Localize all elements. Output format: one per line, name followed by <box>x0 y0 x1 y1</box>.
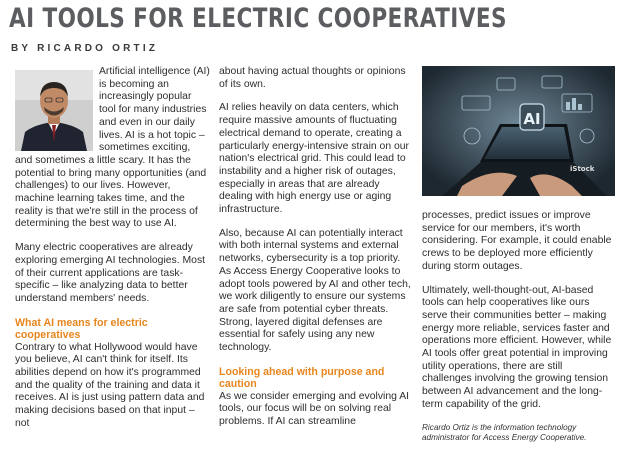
section-heading-ai-cooperatives: What AI means for electric cooperatives <box>15 316 148 342</box>
screen-ai-label: AI <box>523 110 541 128</box>
paragraph-cooperatives: Many electric cooperatives are already exploring emerging AI technologies. Most of their current applications are task-specific – like analyzing data to better understand members' needs. <box>15 242 206 304</box>
ai-laptop-illustration <box>422 66 615 196</box>
author-credit: Ricardo Ortiz is the information technology administrator for Access Energy Cooperative. <box>422 422 587 442</box>
paragraph-hollywood: Contrary to what Hollywood would have you believe, AI can't think for itself. Its abilities depend on how it's programmed and the quality of the training and data it receives. AI is just using pattern data and making decisions based on that input – not <box>15 341 205 429</box>
column-2 <box>219 66 412 440</box>
author-photo <box>15 70 93 151</box>
stock-watermark: iStock <box>570 165 595 173</box>
byline: BY RICARDO ORTIZ <box>11 43 159 54</box>
paragraph-data-centers: AI relies heavily on data centers, which require massive amounts of fluctuating electrical demand to operate, creating a particularly energy-intensive strain on our nation's electrical grid. This could lead to instability and a higher risk of outages, especially in areas that are already dealing with high energy use or aging infrastructure. <box>219 102 410 216</box>
column-1 <box>15 66 210 442</box>
paragraph-opinions: about having actual thoughts or opinions of its own. <box>219 66 406 90</box>
intro-paragraph: Artificial intelligence (AI) is becoming an increasingly popular tool for many industries and even in our daily lives. AI is a hot topic – sometimes exciting, and sometimes a little scary. It has the potential to bring many opportunities (and challenges) to our lives. However, machine learning takes time, and the reality is that we're still in the process of determining the best way to use AI. <box>15 66 210 230</box>
paragraph-processes: processes, predict issues or improve service for our members, it's worth considering. For example, it could enable crews to be deployed more efficiently during storm outages. <box>422 210 612 272</box>
paragraph-emerging-tools: As we consider emerging and evolving AI tools, our focus will be on solving real problems. If AI can streamline <box>219 390 410 428</box>
article-title: AI TOOLS FOR ELECTRIC COOPERATIVES <box>9 3 507 34</box>
paragraph-cybersecurity: Also, because AI can potentially interact with both internal systems and external networks, cybersecurity is a top priority. As Access Energy Cooperative looks to adopt tools powered by AI and other tech, we work diligently to ensure our systems are safe from potential cyber threats. Strong, layered digital defenses are essential for safely using any new technology. <box>219 227 411 354</box>
column-3 <box>422 210 614 443</box>
section-heading-looking-ahead: Looking ahead with purpose and caution <box>219 365 385 391</box>
paragraph-ultimately: Ultimately, well-thought-out, AI-based tools can help cooperatives like ours serve their communities better – making energy more reliable, services faster and operations more efficient. However, while AI tools offer great potential in improving utility operations, there are still challenges involving the growing tension between AI advancement and the long-term capability of the grid. <box>422 284 612 410</box>
